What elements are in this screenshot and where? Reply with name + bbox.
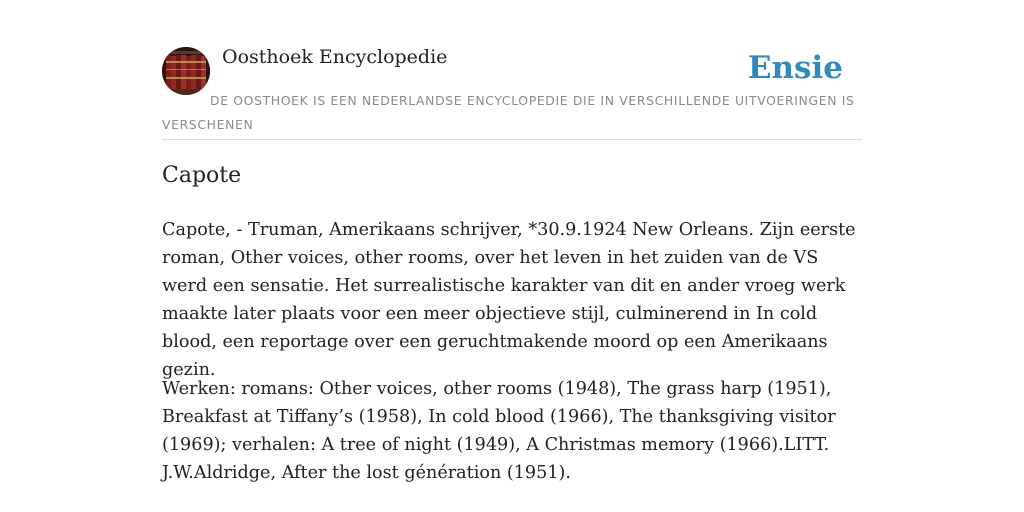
site-header xyxy=(162,0,862,140)
page-container xyxy=(162,0,862,483)
bookshelf-avatar-icon[interactable] xyxy=(162,47,210,95)
ensie-logo-link[interactable]: Ensie xyxy=(747,50,843,86)
article-title: Capote xyxy=(162,163,242,188)
article-paragraph: Capote, - Truman, Amerikaans schrijver, *30.9.1924 New Orleans. Zijn eerste roman, Other voices, other rooms, over het leven in het zuiden van de VS werd een sensatie. Het surrealistische karakter van dit en ander vroeg werk maakte later plaats voor een meer objectieve stijl, culminerend in In cold blood, een reportage over een geruchtmakende moord op een Amerikaans gezin. xyxy=(162,220,856,380)
site-tagline: DE OOSTHOEK IS EEN NEDERLANDSE ENCYCLOPEDIE DIE IN VERSCHILLENDE UITVOERINGEN IS VERSCHENEN xyxy=(162,93,855,132)
site-title[interactable]: Oosthoek Encyclopedie xyxy=(222,46,448,68)
article-paragraph: Werken: romans: Other voices, other rooms (1948), The grass harp (1951), Breakfast at Tiffany’s (1958), In cold blood (1966), The thanksgiving visitor (1969); verhalen: A tree of night (1949), A Christmas memory (1966).LITT. J.W.Aldridge, After the lost génération (1951). xyxy=(162,379,836,483)
